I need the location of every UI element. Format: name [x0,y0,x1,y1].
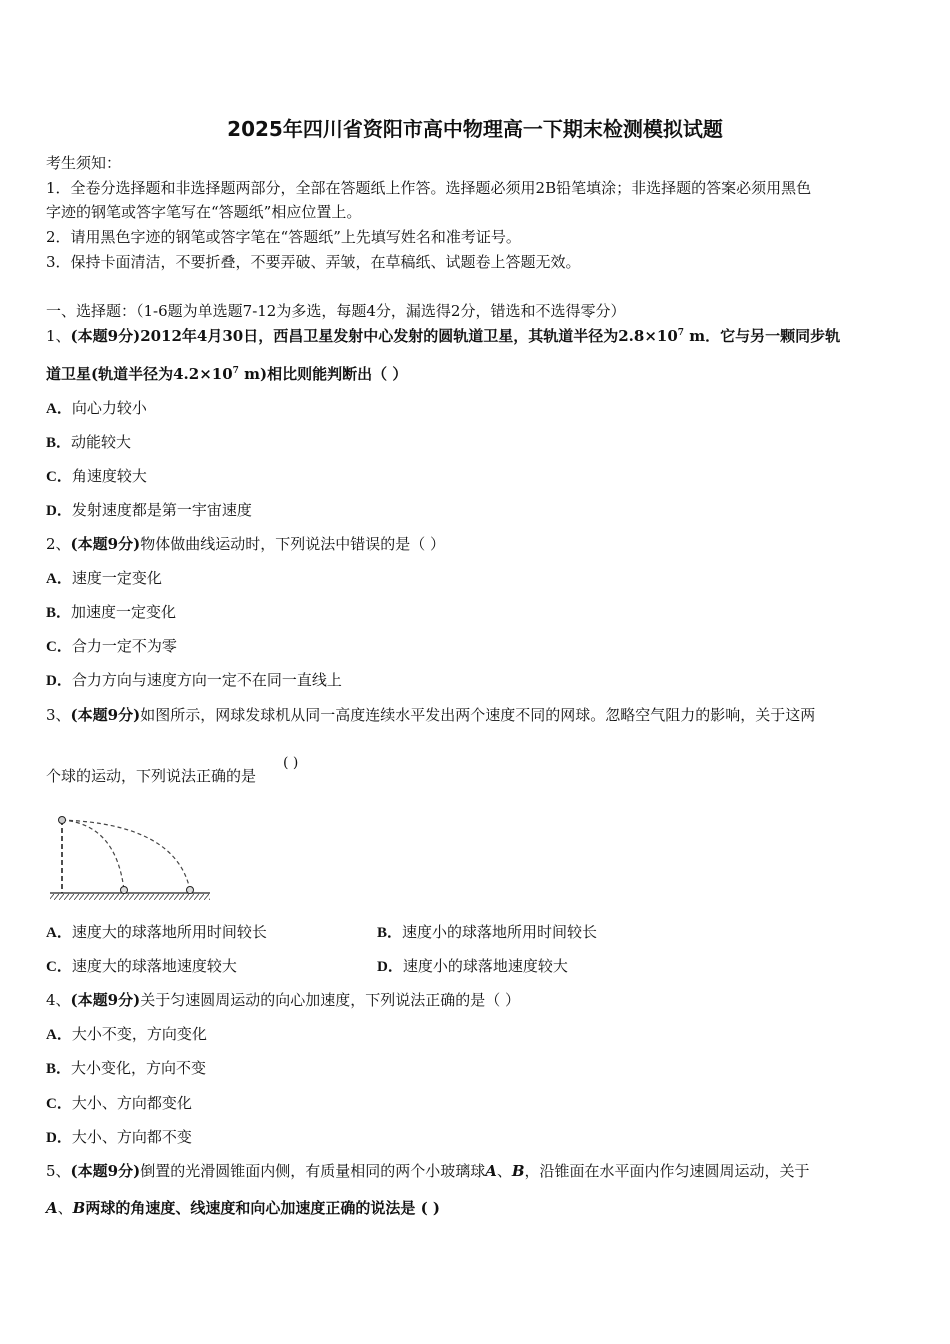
option-letter: C． [46,469,72,485]
q2-option-a [46,568,162,589]
option-text: 向心力较小 [71,399,147,417]
ball-far [187,887,194,894]
q1-text-a: 2012年4月30日，西昌卫星发射中心发射的圆轨道卫星，其轨道半径为2.8×10 [140,327,678,345]
q4-number: 4、 [46,991,71,1009]
option-text: 加速度一定变化 [71,603,177,621]
option-letter: B． [46,435,72,451]
q4-option-b [46,1058,206,1079]
option-text: 大小、方向都不变 [71,1128,192,1146]
q3-text-1: 如图所示，网球发球机从同一高度连续水平发出两个速度不同的网球。忽略空气阻力的影响，关于这两 [140,706,816,724]
q5-number: 5、 [46,1162,71,1180]
q4-option-c [46,1093,192,1114]
q3-option-a [46,922,267,943]
q3-number: 3、 [46,706,71,724]
notice-heading: 考生须知： [46,154,122,172]
q3-line1 [46,705,815,725]
notice-item-1-cont: 字迹的钢笔或答字笔写在“答题纸”相应位置上。 [46,203,362,221]
option-letter: B． [46,605,72,621]
q2-option-c [46,636,177,657]
option-letter: D． [46,673,72,689]
q3-option-c [46,956,237,977]
q1-option-b [46,432,131,453]
q1-line2 [46,364,407,384]
q1-option-c [46,466,147,487]
q4-text: 关于匀速圆周运动的向心加速度，下列说法正确的是（ ） [140,991,520,1009]
option-letter: B． [46,1061,72,1077]
q4-score: (本题9分) [70,991,141,1009]
q5-line2-separator: 、 [57,1199,73,1217]
q3-answer-paren: ( ) [283,755,299,771]
q1-line2-a: 道卫星(轨道半径为4.2×10 [46,365,233,383]
option-letter: C． [46,959,72,975]
option-letter: D． [46,1130,72,1146]
q2-option-d [46,670,342,691]
option-text: 角速度较大 [71,467,147,485]
q5-line2-text: 两球的角速度、线速度和向心加速度正确的说法是 ( ) [85,1199,440,1217]
q1-exponent-1: 7 [677,328,685,338]
q2-number: 2、 [46,535,71,553]
q1-option-a [46,398,147,419]
page-title: 2025年四川省资阳市高中物理高一下期末检测模拟试题 [227,117,723,141]
notice-item-2: 2．请用黑色字迹的钢笔或答字笔在“答题纸”上先填写姓名和准考证号。 [46,228,521,246]
option-letter: D． [46,503,72,519]
option-letter: A． [46,1027,72,1043]
q5-line2 [46,1198,440,1218]
short-trajectory [62,820,124,890]
option-text: 动能较大 [71,433,132,451]
option-letter: D． [377,959,403,975]
option-text: 合力一定不为零 [71,637,177,655]
option-letter: C． [46,1096,72,1112]
q4-stem [46,990,520,1010]
q1-line1 [46,326,840,346]
q5-ball-a: A [485,1162,497,1180]
option-text: 大小变化，方向不变 [71,1059,207,1077]
section-heading: 一、选择题：（1-6题为单选题7-12为多选，每题4分，漏选得2分，错选和不选得零分） [46,302,626,320]
q1-option-d [46,500,252,521]
q5-line2-ball-b: B [72,1199,86,1217]
q1-number: 1、 [46,327,71,345]
option-letter: B． [377,925,403,941]
option-letter: A． [46,925,72,941]
q3-option-b [377,922,597,943]
option-text: 合力方向与速度方向一定不在同一直线上 [71,671,342,689]
trajectory-diagram [44,810,214,906]
option-text: 发射速度都是第一宇宙速度 [71,501,252,519]
long-trajectory [62,820,190,890]
option-text: 大小不变，方向变化 [71,1025,207,1043]
q5-separator: 、 [496,1162,512,1180]
q2-score: (本题9分) [70,535,141,553]
q1-exponent-2: 7 [232,366,239,376]
tennis-launcher-figure [44,810,214,910]
q3-score: (本题9分) [70,706,141,724]
option-text: 速度大的球落地所用时间较长 [71,923,267,941]
q1-text-b: m．它与另一颗同步轨 [684,327,841,345]
option-text: 大小、方向都变化 [71,1094,192,1112]
q5-text-b: ，沿锥面在水平面内作匀速圆周运动，关于 [524,1162,810,1180]
option-letter: A． [46,571,72,587]
q5-line2-ball-a: A [46,1199,58,1217]
option-text: 速度小的球落地所用时间较长 [402,923,598,941]
option-text: 速度大的球落地速度较大 [71,957,237,975]
q2-option-b [46,602,176,623]
q3-option-d [377,956,568,977]
option-letter: C． [46,639,72,655]
q1-line2-b: m)相比则能判断出（ ） [238,365,408,383]
ground-hatching [50,894,210,900]
q2-stem [46,534,445,554]
q5-ball-b: B [511,1162,525,1180]
q5-score: (本题9分) [70,1162,141,1180]
q4-option-a [46,1024,207,1045]
q3-line2 [46,766,256,786]
q4-option-d [46,1127,192,1148]
q2-text: 物体做曲线运动时，下列说法中错误的是（ ） [140,535,445,553]
q3-text-2: 个球的运动，下列说法正确的是 [46,767,257,785]
q5-text-a: 倒置的光滑圆锥面内侧，有质量相同的两个小玻璃球 [140,1162,486,1180]
q5-line1 [46,1161,810,1181]
notice-item-1: 1．全卷分选择题和非选择题两部分，全部在答题纸上作答。选择题必须用2B铅笔填涂；非选择题的答案必须用黑色 [46,179,812,197]
launcher-ball [59,817,66,824]
option-text: 速度小的球落地速度较大 [402,957,568,975]
notice-item-3: 3．保持卡面清洁，不要折叠，不要弄破、弄皱，在草稿纸、试题卷上答题无效。 [46,253,581,271]
option-letter: A． [46,401,72,417]
ball-near [121,887,128,894]
q1-score: (本题9分) [70,327,141,345]
option-text: 速度一定变化 [71,569,162,587]
